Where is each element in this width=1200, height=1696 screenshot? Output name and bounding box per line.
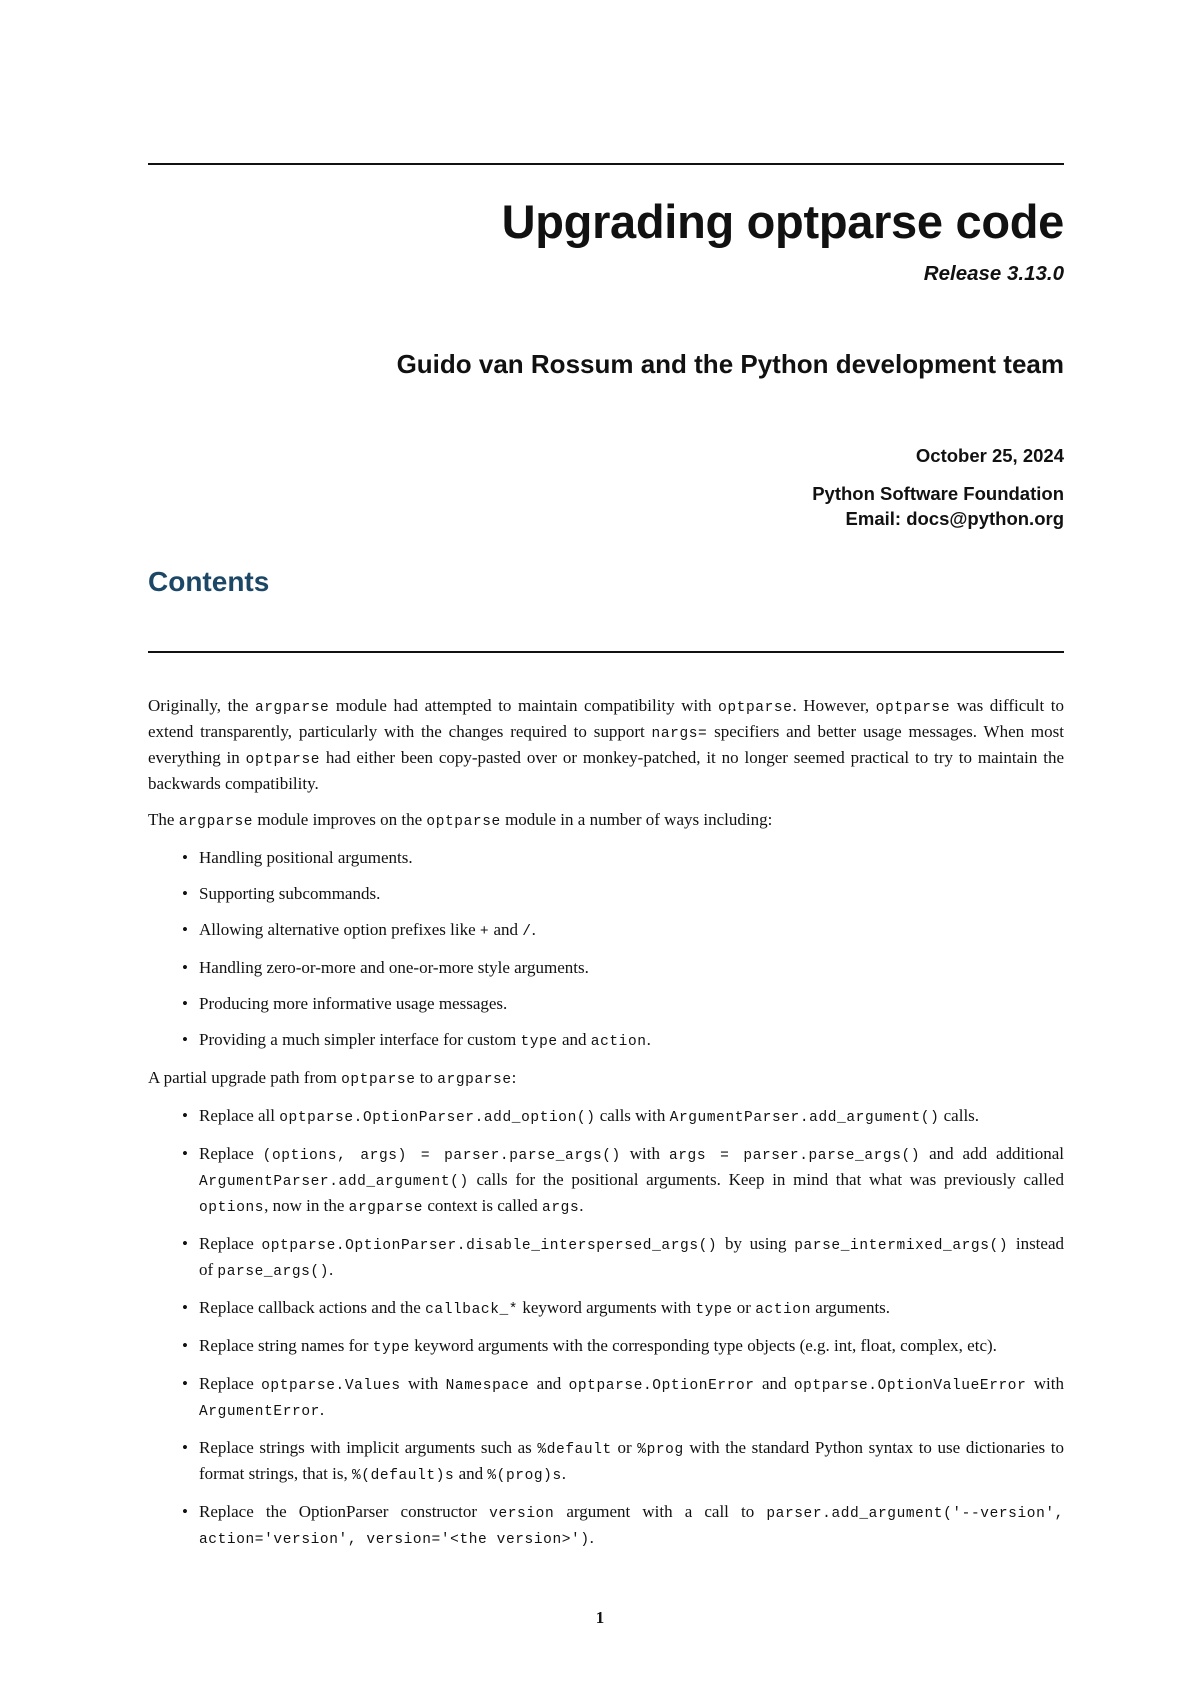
- top-rule: [148, 163, 1064, 165]
- inline-code: (options, args) = parser.parse_args(): [262, 1148, 621, 1164]
- list-item: • Replace callback actions and the callback_* keyword arguments with type or action arguments.: [182, 1298, 891, 1318]
- inline-code: ArgumentParser.add_argument(): [199, 1174, 469, 1190]
- intro-paragraph: Originally, the argparse module had attempted to maintain compatibility with optparse. However, optparse was difficult to extend transparently, particularly with the changes required to support nargs= specifiers and better usage messages. When most everything in optparse had either been copy-pasted over or monkey-patched, it no longer seemed practical to try to maintain the backwards compatibility.: [148, 696, 1064, 793]
- bullet-icon: •: [182, 1502, 188, 1521]
- doc-date: October 25, 2024: [915, 445, 1064, 466]
- release-label: Release 3.13.0: [923, 262, 1064, 285]
- inline-code: optparse: [426, 814, 501, 830]
- bullet-icon: •: [182, 1336, 188, 1355]
- bullet-icon: •: [182, 1144, 188, 1163]
- inline-code: Namespace: [445, 1378, 530, 1394]
- inline-code: callback_*: [425, 1302, 519, 1318]
- list-item: • Handling zero-or-more and one-or-more style arguments.: [148, 956, 1064, 980]
- inline-code: type: [520, 1034, 558, 1050]
- document-body: [148, 694, 1064, 1564]
- bullet-icon: •: [182, 1106, 188, 1125]
- list-item: • Handling positional arguments.: [148, 846, 1064, 870]
- inline-code: action: [755, 1302, 812, 1318]
- list-item: • Replace optparse.OptionParser.disable_interspersed_args() by using parse_intermixed_args() instead of parse_args().: [182, 1234, 1064, 1280]
- doc-organization: Python Software Foundation: [812, 483, 1064, 504]
- contents-heading: Contents: [148, 566, 270, 597]
- upgrade-path-intro: A partial upgrade path from optparse to argparse:: [148, 1068, 517, 1088]
- inline-code: args: [542, 1200, 580, 1216]
- bullet-icon: •: [182, 1030, 188, 1049]
- inline-code: ArgumentError: [199, 1404, 320, 1420]
- inline-code: %prog: [637, 1442, 684, 1458]
- list-item: • Producing more informative usage messages.: [148, 992, 1064, 1016]
- inline-code: parser.add_argument('--version', action='version', version='<the version>'): [199, 1506, 1064, 1548]
- bullet-icon: •: [182, 1234, 188, 1253]
- list-item: • Replace all optparse.OptionParser.add_option() calls with ArgumentParser.add_argument() calls.: [182, 1106, 980, 1126]
- list-item: • Replace string names for type keyword arguments with the corresponding type objects (e.g. int, float, complex, etc).: [182, 1336, 997, 1356]
- list-item: • Allowing alternative option prefixes like + and /.: [182, 920, 536, 940]
- inline-code: optparse: [341, 1072, 416, 1088]
- list-item: • Replace (options, args) = parser.parse_args() with args = parser.parse_args() and add additional ArgumentParser.add_argument() calls for the positional arguments. Keep in mind that what was previously called options, now in the argparse context is called args.: [182, 1144, 1064, 1216]
- inline-code: parse_intermixed_args(): [794, 1238, 1009, 1254]
- inline-code: optparse: [875, 700, 951, 716]
- bullet-icon: •: [182, 994, 188, 1013]
- doc-title: Upgrading optparse code: [501, 195, 1064, 248]
- doc-authors: Guido van Rossum and the Python development team: [396, 349, 1064, 379]
- inline-code: optparse.OptionParser.disable_interspersed_args(): [261, 1238, 718, 1254]
- inline-code: argparse: [348, 1200, 424, 1216]
- inline-code: argparse: [178, 814, 254, 830]
- inline-code: action: [590, 1034, 647, 1050]
- page-number: 1: [595, 1608, 605, 1627]
- inline-code: type: [695, 1302, 733, 1318]
- inline-code: %(prog)s: [487, 1468, 562, 1484]
- bullet-icon: •: [182, 1438, 188, 1457]
- bullet-icon: •: [182, 848, 188, 867]
- inline-code: optparse: [245, 752, 321, 768]
- inline-code: ArgumentParser.add_argument(): [669, 1110, 940, 1126]
- inline-code: argparse: [254, 700, 330, 716]
- bullet-icon: •: [182, 920, 188, 939]
- list-item: • Supporting subcommands.: [148, 882, 1064, 906]
- inline-code: optparse: [718, 700, 793, 716]
- list-item: • Replace strings with implicit arguments such as %default or %prog with the standard Python syntax to use dictionaries to format strings, that is, %(default)s and %(prog)s.: [182, 1438, 1064, 1484]
- bullet-icon: •: [182, 958, 188, 977]
- list-item: • Providing a much simpler interface for custom type and action.: [182, 1030, 651, 1050]
- improvements-list: [148, 846, 1064, 1054]
- bullet-icon: •: [182, 884, 188, 903]
- inline-code: optparse.OptionError: [568, 1378, 755, 1394]
- inline-code: +: [479, 924, 490, 940]
- bullet-icon: •: [182, 1374, 188, 1393]
- inline-code: type: [372, 1340, 410, 1356]
- upgrade-steps-list: [148, 1104, 1064, 1552]
- section-rule: [148, 651, 1064, 653]
- inline-code: version: [489, 1506, 555, 1522]
- list-item: • Replace the OptionParser constructor version argument with a call to parser.add_argument('--version', action='version', version='<the version>').: [182, 1502, 1064, 1548]
- inline-code: optparse.Values: [261, 1378, 401, 1394]
- inline-code: /: [522, 924, 532, 940]
- inline-code: parse_args(): [217, 1264, 330, 1280]
- inline-code: optparse.OptionParser.add_option(): [279, 1110, 596, 1126]
- inline-code: optparse.OptionValueError: [793, 1378, 1027, 1394]
- doc-email: Email: docs@python.org: [845, 508, 1064, 529]
- inline-code: args = parser.parse_args(): [668, 1148, 921, 1164]
- list-item: • Replace optparse.Values with Namespace and optparse.OptionError and optparse.OptionValueError with ArgumentError.: [182, 1374, 1065, 1420]
- improvements-intro: The argparse module improves on the optparse module in a number of ways including:: [148, 810, 773, 830]
- inline-code: %(default)s: [351, 1468, 455, 1484]
- inline-code: options: [199, 1200, 265, 1216]
- inline-code: %default: [537, 1442, 612, 1458]
- inline-code: nargs=: [651, 726, 708, 742]
- bullet-icon: •: [182, 1298, 188, 1317]
- inline-code: argparse: [437, 1072, 512, 1088]
